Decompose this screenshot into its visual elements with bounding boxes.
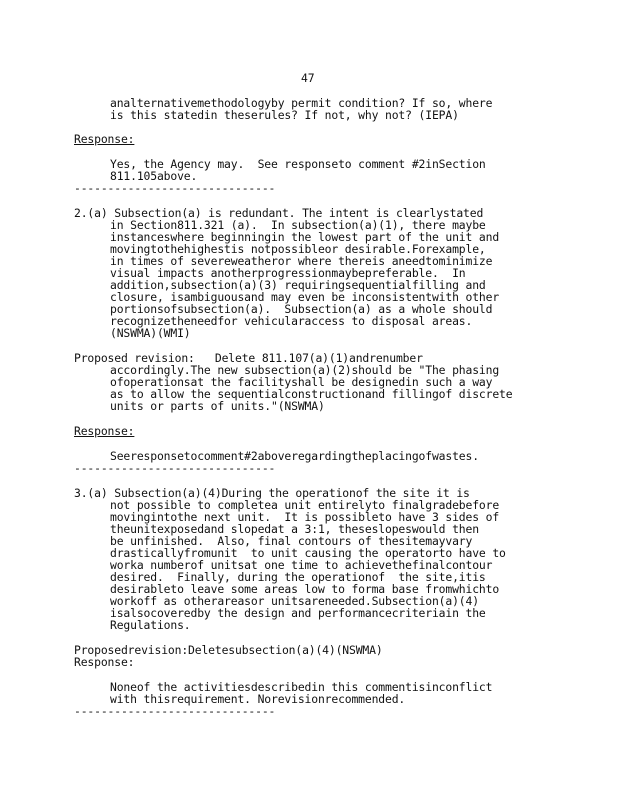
text-line: workoff as otherareasor unitsareneeded.Subsection(a)(4): [110, 594, 479, 608]
text-line: theunitexposedand slopedat a 3:1, theseslopeswould then: [110, 522, 479, 536]
text-line: movingintothe next unit. It is possibleto have 3 sides of: [110, 510, 500, 524]
separator-line: ------------------------------: [74, 704, 276, 718]
comment-heading: 3.(a) Subsection(a)(4)During the operationof the site it is: [74, 486, 470, 500]
text-line: worka numberof unitsat one time to achievethefinalcontour: [110, 558, 493, 572]
text-line: in times of severeweatheror where thereis aneedtominimize: [110, 254, 493, 268]
proposed-revision: Proposedrevision:Deletesubsection(a)(4)(NSWMA): [74, 643, 383, 657]
text-line: desirableto leave some areas low to forma base fromwhichto: [110, 582, 500, 596]
text-line: be unfinished. Also, final contours of thesitemayvary: [110, 534, 473, 548]
text-line: closure, isambiguousand may even be inconsistentwith other: [110, 290, 500, 304]
proposed-revision: Proposed revision: Delete 811.107(a)(1)andrenumber: [74, 351, 423, 365]
text-line: is this statedin theserules? If not, why not? (IEPA): [110, 108, 459, 122]
text-line: Yes, the Agency may. See responseto comment #2inSection: [110, 157, 486, 171]
comment-heading: 2.(a) Subsection(a) is redundant. The intent is clearlystated: [74, 206, 484, 220]
text-line: instanceswhere beginningin the lowest part of the unit and: [110, 230, 500, 244]
text-line: (NSWMA)(WMI): [110, 326, 191, 340]
text-line: as to allow the sequentialconstructionand fillingof discrete: [110, 387, 513, 401]
page-number: 47: [301, 71, 315, 85]
response-heading: Response:: [74, 424, 135, 438]
separator-line: ------------------------------: [74, 461, 276, 475]
text-line: drasticallyfromunit to unit causing the operatorto have to: [110, 546, 506, 560]
text-line: Seeresponsetocomment#2aboveregardingtheplacingofwastes.: [110, 449, 479, 463]
text-line: desired. Finally, during the operationof the site,itis: [110, 570, 486, 584]
text-line: analternativemethodologyby permit condition? If so, where: [110, 96, 493, 110]
text-line: ofoperationsat the facilityshall be designedin such a way: [110, 375, 493, 389]
text-line: not possible to completea unit entirelyto finalgradebefore: [110, 498, 500, 512]
separator-line: ------------------------------: [74, 181, 276, 195]
text-line: in Section811.321 (a). In subsection(a)(1), there maybe: [110, 218, 486, 232]
response-heading: Response:: [74, 655, 135, 669]
text-line: units or parts of units."(NSWMA): [110, 399, 325, 413]
text-line: 811.105above.: [110, 169, 198, 183]
response-heading: Response:: [74, 132, 135, 146]
text-line: Regulations.: [110, 618, 191, 632]
text-line: Noneof the activitiesdescribedin this commentisinconflict: [110, 680, 493, 694]
text-line: portionsofsubsection(a). Subsection(a) as a whole should: [110, 302, 493, 316]
text-line: recognizetheneedfor vehicularaccess to disposal areas.: [110, 314, 473, 328]
text-line: isalsocoveredby the design and performancecriteriain the: [110, 606, 486, 620]
text-line: with thisrequirement. Norevisionrecommended.: [110, 692, 406, 706]
text-line: accordingly.The new subsection(a)(2)should be "The phasing: [110, 363, 500, 377]
text-line: addition,subsection(a)(3) requiringsequentialfilling and: [110, 278, 486, 292]
text-line: movingtothehighestis notpossibleor desirable.Forexample,: [110, 242, 486, 256]
text-line: visual impacts anotherprogressionmaybepreferable. In: [110, 266, 466, 280]
